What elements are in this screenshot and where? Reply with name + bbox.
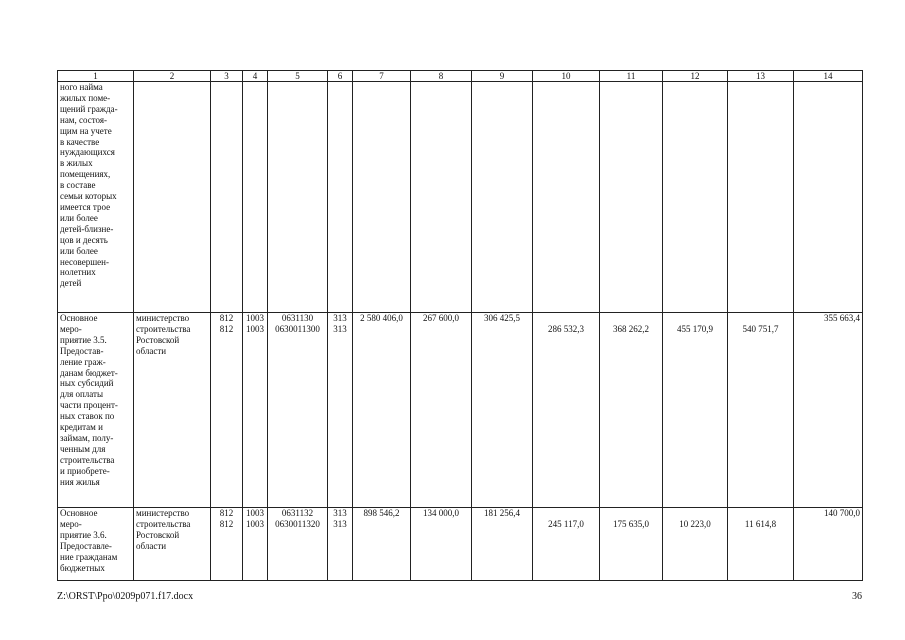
cell-text-line: 898 546,2 xyxy=(363,508,400,518)
cell-text-line: ченным для xyxy=(60,443,106,454)
row3-rzpr-cell xyxy=(243,508,268,581)
cell-text-line: строительства xyxy=(60,454,115,465)
cell-text-line: для оплаты xyxy=(60,389,104,400)
cell-text-line: займам, полу- xyxy=(60,432,114,443)
row2-executor-cell xyxy=(134,313,211,508)
cell-text-line: 181 256,4 xyxy=(484,508,520,518)
row1-grbs-cell xyxy=(211,82,243,313)
cell-text-line: 0631130 xyxy=(281,313,314,323)
row2-total-cell xyxy=(353,313,411,508)
row3-value-cell xyxy=(472,508,533,581)
row2-rzpr-cell xyxy=(243,313,268,508)
row1-value-cell xyxy=(600,82,663,313)
row2-value-cell xyxy=(600,313,663,508)
cell-text-line: 10 223,0 xyxy=(679,518,711,529)
col-header-6: 6 xyxy=(328,71,353,82)
cell-text-line: 355 663,4 xyxy=(824,313,860,323)
cell-text-line: ных субсидий xyxy=(60,378,114,389)
row3-executor-cell xyxy=(134,508,211,581)
cell-text-line: приятие 3.5. xyxy=(60,334,107,345)
row1-vr-cell xyxy=(328,82,353,313)
cell-text-line: Предоставле- xyxy=(60,540,112,551)
cell-text-line: ных ставок по xyxy=(60,411,115,422)
cell-text-line: министерство xyxy=(136,508,190,518)
cell-text-line: 245 117,0 xyxy=(548,518,584,529)
cell-text-line: ного найма xyxy=(60,82,103,92)
row3-value-cell xyxy=(794,508,863,581)
cell-text-line: помещениях, xyxy=(60,169,111,180)
row2-value-cell xyxy=(472,313,533,508)
col-header-10: 10 xyxy=(533,71,600,82)
cell-text-line: нолетних xyxy=(60,267,96,278)
row3-value-cell xyxy=(600,508,663,581)
row2-value-cell xyxy=(663,313,728,508)
cell-text-line: 2 580 406,0 xyxy=(360,313,403,323)
cell-text-line: 812 xyxy=(219,508,234,518)
col-header-11: 11 xyxy=(600,71,663,82)
header-row xyxy=(58,71,863,82)
cell-text-line: 134 000,0 xyxy=(423,508,459,518)
cell-text-line: области xyxy=(136,345,167,356)
row2-vr-cell xyxy=(328,313,353,508)
col-header-7: 7 xyxy=(353,71,411,82)
col-header-5: 5 xyxy=(268,71,328,82)
cell-text-line: щим на учете xyxy=(60,125,112,136)
cell-text-line: строительства xyxy=(136,323,191,334)
cell-text-line: 313 xyxy=(333,313,347,323)
row1-value-cell xyxy=(472,82,533,313)
cell-text-line: 286 532,3 xyxy=(548,323,584,334)
cell-text-line: 267 600,0 xyxy=(423,313,459,323)
row3-vr-cell xyxy=(328,508,353,581)
cell-text-line: 140 700,0 xyxy=(824,508,860,518)
cell-text-line: 1003 xyxy=(246,313,264,323)
cell-text-line: 313 xyxy=(333,508,347,518)
cell-text-line: детей xyxy=(60,278,82,289)
cell-text-line: области xyxy=(136,540,167,551)
table-row xyxy=(58,313,863,508)
row1-value-cell xyxy=(663,82,728,313)
cell-text-line: 812 xyxy=(219,313,234,323)
row2-value-cell xyxy=(794,313,863,508)
cell-text-line: детей-близне- xyxy=(60,223,114,234)
cell-text-line: кредитам и xyxy=(60,422,103,433)
row1-value-cell xyxy=(728,82,794,313)
cell-text-line: щений гражда- xyxy=(60,103,118,114)
cell-text-line: или более xyxy=(60,245,98,256)
row3-value-cell xyxy=(728,508,794,581)
table-row xyxy=(58,508,863,581)
row1-measure-cell xyxy=(58,82,134,313)
cell-text-line: Основное xyxy=(60,508,98,518)
cell-text-line: ния жилья xyxy=(60,476,100,487)
cell-text-line: 540 751,7 xyxy=(742,323,779,334)
col-header-4: 4 xyxy=(243,71,268,82)
cell-text-line: строительства xyxy=(136,518,191,529)
cell-text-line: 175 635,0 xyxy=(613,518,649,529)
cell-text-line: и приобрете- xyxy=(60,465,110,476)
row1-executor-cell xyxy=(134,82,211,313)
cell-text-line: Ростовской xyxy=(136,334,180,345)
cell-text-line: 368 262,2 xyxy=(613,323,649,334)
cell-text-line: в качестве xyxy=(60,136,100,147)
col-header-14: 14 xyxy=(794,71,863,82)
row3-grbs-cell xyxy=(211,508,243,581)
row3-measure-cell xyxy=(58,508,134,581)
cell-text-line: 455 170,9 xyxy=(677,323,713,334)
cell-text-line: 0630011320 xyxy=(275,518,320,529)
row3-value-cell xyxy=(663,508,728,581)
cell-text-line: ние гражданам xyxy=(60,551,118,562)
cell-text-line: 0631132 xyxy=(281,508,314,518)
footer-page-number: 36 xyxy=(852,591,862,602)
col-header-13: 13 xyxy=(728,71,794,82)
row1-csr-cell xyxy=(268,82,328,313)
row2-value-cell xyxy=(411,313,472,508)
cell-text-line: Основное xyxy=(60,313,98,323)
cell-text-line: 306 425,5 xyxy=(484,313,520,323)
budget-table xyxy=(57,70,863,581)
row2-value-cell xyxy=(533,313,600,508)
cell-text-line: нуждающихся xyxy=(60,147,115,158)
cell-text-line: 313 xyxy=(333,323,347,334)
row1-rzpr-cell xyxy=(243,82,268,313)
cell-text-line: имеется трое xyxy=(60,201,111,212)
cell-text-line: 1003 xyxy=(246,518,264,529)
row2-csr-cell xyxy=(268,313,328,508)
cell-text-line: 0630011300 xyxy=(275,323,320,334)
cell-text-line: или более xyxy=(60,212,98,223)
table-row xyxy=(58,82,863,313)
cell-text-line: 812 xyxy=(219,323,234,334)
cell-text-line: Предостав- xyxy=(60,345,104,356)
row1-total-cell xyxy=(353,82,411,313)
cell-text-line: в жилых xyxy=(60,158,93,169)
cell-text-line: приятие 3.6. xyxy=(60,529,107,540)
col-header-2: 2 xyxy=(134,71,211,82)
row2-measure-cell xyxy=(58,313,134,508)
cell-text-line: жилых поме- xyxy=(60,92,111,103)
col-header-3: 3 xyxy=(211,71,243,82)
cell-text-line: 812 xyxy=(219,518,234,529)
row1-value-cell xyxy=(411,82,472,313)
row2-grbs-cell xyxy=(211,313,243,508)
cell-text-line: части процент- xyxy=(60,400,118,411)
row3-total-cell xyxy=(353,508,411,581)
col-header-1: 1 xyxy=(58,71,134,82)
col-header-9: 9 xyxy=(472,71,533,82)
cell-text-line: данам бюджет- xyxy=(60,367,118,378)
cell-text-line: семьи которых xyxy=(60,191,117,202)
cell-text-line: министерство xyxy=(136,313,190,323)
cell-text-line: меро- xyxy=(60,323,82,334)
row2-value-cell xyxy=(728,313,794,508)
row3-value-cell xyxy=(411,508,472,581)
cell-text-line: 1003 xyxy=(246,508,264,518)
row1-value-cell xyxy=(794,82,863,313)
cell-text-line: цов и десять xyxy=(60,234,108,245)
cell-text-line: 11 614,8 xyxy=(744,518,777,529)
row1-value-cell xyxy=(533,82,600,313)
cell-text-line: несовершен- xyxy=(60,256,109,267)
cell-text-line: Ростовской xyxy=(136,529,180,540)
cell-text-line: меро- xyxy=(60,518,82,529)
footer-file-path: Z:\ORST\Ppo\0209p071.f17.docx xyxy=(57,591,194,602)
cell-text-line: 313 xyxy=(333,518,347,529)
cell-text-line: 1003 xyxy=(246,323,264,334)
cell-text-line: нам, состоя- xyxy=(60,114,107,125)
row3-csr-cell xyxy=(268,508,328,581)
cell-text-line: в составе xyxy=(60,180,96,191)
col-header-12: 12 xyxy=(663,71,728,82)
cell-text-line: ление граж- xyxy=(60,356,106,367)
col-header-8: 8 xyxy=(411,71,472,82)
row3-value-cell xyxy=(533,508,600,581)
cell-text-line: бюджетных xyxy=(60,562,105,573)
